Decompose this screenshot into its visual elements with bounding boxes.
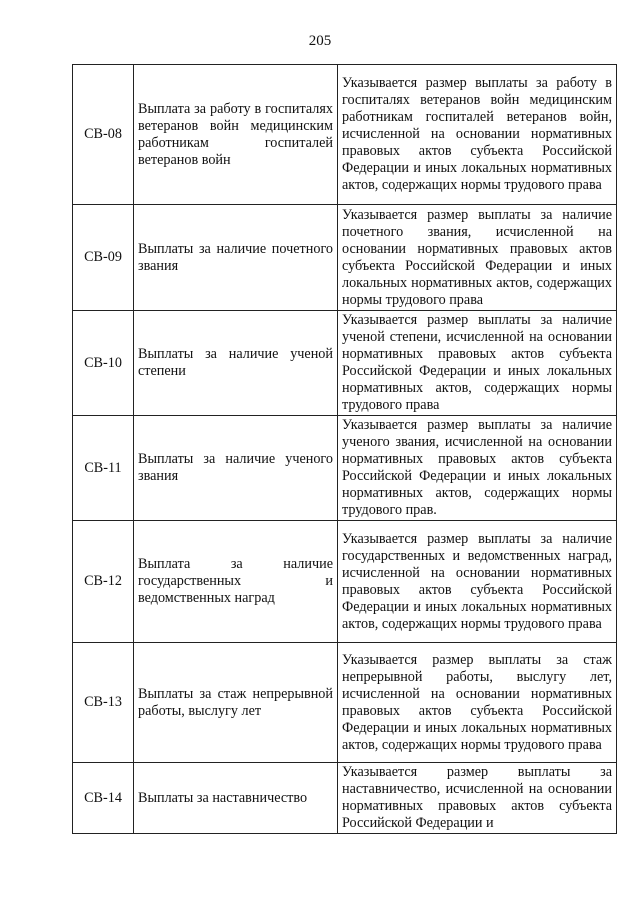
page-number: 205 [308,33,332,49]
row-code: СВ-11 [73,416,134,521]
row-description [338,763,617,834]
table-row [73,65,617,205]
row-name: Выплаты за наставничество [134,763,338,834]
row-name: Выплаты за наличие ученого звания [134,416,338,521]
payments-table [72,64,617,834]
row-description [338,416,617,521]
row-description-text: Указывается размер выплаты за наличие государственных и ведомственных наград, исчисленной на основании нормативных правовых актов субъекта Российской Федерации и иных локальных нормативных актов, содержащих нормы трудового права [342,530,612,632]
row-description-text: Указывается размер выплаты за наличие ученой степени, исчисленной на основании нормативных правовых актов субъекта Российской Федерации и иных локальных нормативных актов, содержащих нормы трудового права [342,312,612,413]
table-row [73,643,617,763]
row-code: СВ-10 [73,311,134,416]
row-name: Выплата за работу в госпиталях ветеранов войн медицинским работникам госпиталей ветеранов войн [134,65,338,205]
row-description [338,311,617,416]
row-name: Выплаты за наличие ученой степени [134,311,338,416]
row-description-text: Указывается размер выплаты за стаж непрерывной работы, выслугу лет, исчисленной на основании нормативных правовых актов субъекта Российской Федерации и иных локальных нормативных актов, содержащих нормы трудового права [342,651,612,753]
row-name: Выплаты за наличие почетного звания [134,205,338,311]
table-row [73,205,617,311]
row-description [338,65,617,205]
row-name: Выплата за наличие государственных и ведомственных наград [134,521,338,643]
row-description [338,521,617,643]
row-code: СВ-14 [73,763,134,834]
row-code: СВ-13 [73,643,134,763]
row-description [338,205,617,311]
row-name: Выплаты за стаж непрерывной работы, выслугу лет [134,643,338,763]
row-description-text: Указывается размер выплаты за наличие ученого звания, исчисленной на основании нормативных правовых актов субъекта Российской Федерации и иных локальных нормативных актов, содержащих нормы трудового прав. [342,417,612,518]
row-description [338,643,617,763]
table-row [73,416,617,521]
table-row [73,763,617,834]
row-code: СВ-09 [73,205,134,311]
table-row [73,311,617,416]
row-description-text: Указывается размер выплаты за работу в госпиталях ветеранов войн медицинским работникам госпиталей ветеранов войн, исчисленной на основании нормативных правовых актов субъекта Российской Федерации и иных локальных нормативных актов, содержащих нормы трудового права [342,75,612,193]
table-row [73,521,617,643]
row-description-text: Указывается размер выплаты за наличие почетного звания, исчисленной на основании нормативных правовых актов субъекта Российской Федерации и иных локальных нормативных актов, содержащих нормы трудового права [342,206,612,308]
row-code: СВ-12 [73,521,134,643]
row-code: СВ-08 [73,65,134,205]
row-description-text: Указывается размер выплаты за наставничество, исчисленной на основании нормативных правовых актов субъекта Российской Федерации и [342,764,612,831]
